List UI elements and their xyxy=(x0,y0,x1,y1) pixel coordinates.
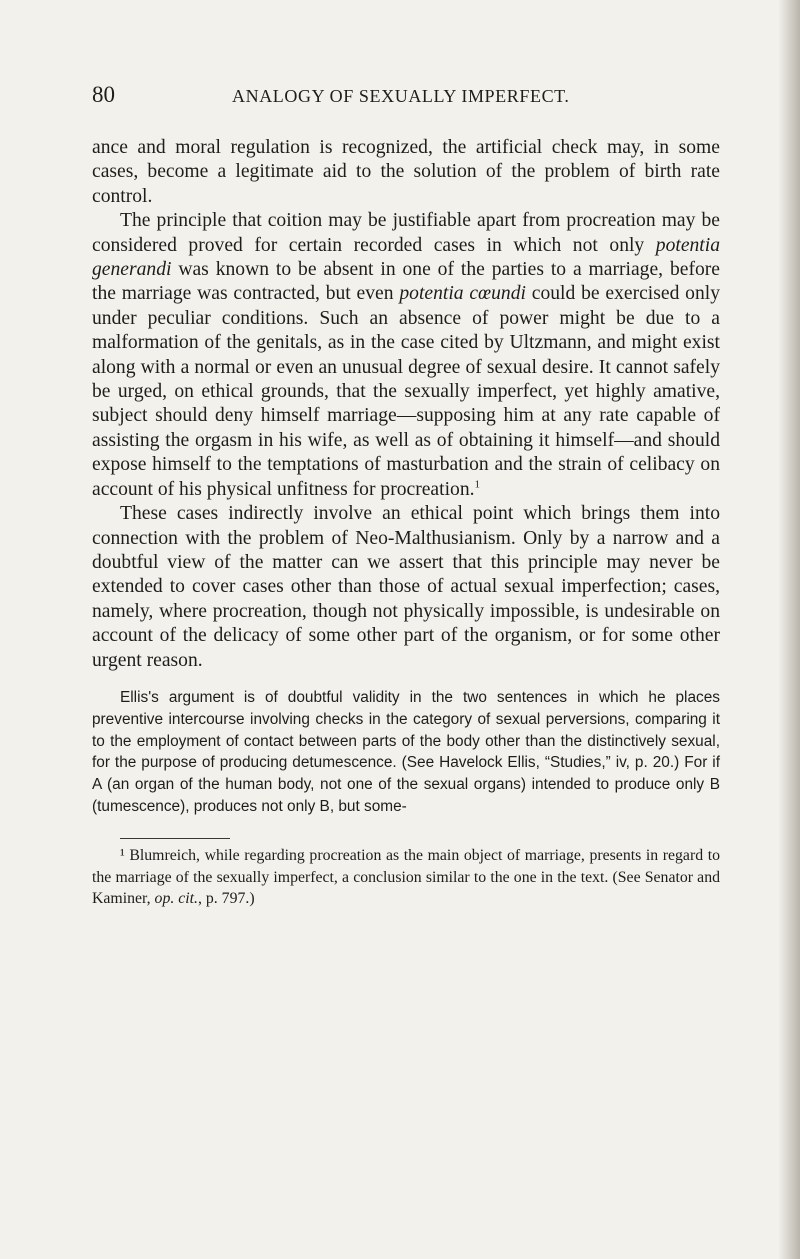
paragraph-text: could be exercised only under peculiar conditions. Such an absence of power might be due to a malformation of the genitals, as in the case cited by Ultzmann, and might exist along with a normal or even an unusual degree of sexual desire. It cannot safely be urged, on ethical grounds, that the sexually imperfect, yet highly amative, subject should deny himself marriage—supposing him at any rate capable of assisting the orgasm in his wife, as well as of obtaining it himself—and should expose himself to the temptations of masturbation and the strain of celibacy on account of his physical unfitness for procreation. xyxy=(92,283,720,500)
body-text xyxy=(92,136,720,673)
paragraph-text: The principle that coition may be justifiable apart from procreation may be considered proved for certain recorded cases in which not only xyxy=(92,210,720,256)
running-title: ANALOGY OF SEXUALLY IMPERFECT. xyxy=(232,86,570,106)
paragraph-text: These cases indirectly involve an ethical point which brings them into connection with the problem of Neo-Malthusianism. Only by a narrow and a doubtful view of the matter can we assert that this principle may never be extended to cover cases other than those of actual sexual imperfection; cases, namely, where procreation, though not physically impossible, is undesirable on account of the delicacy of some other part of the organism, or for some other urgent reason. xyxy=(92,503,720,671)
small-print-note: Ellis's argument is of doubtful validity in the two sentences in which he places preventive intercourse involving checks in the category of sexual perversions, comparing it to the employment of contact between parts of the body other than the distinctively sexual, for the purpose of producing detumescence. (See Havelock Ellis, “Studies,” iv, p. 20.) For if A (an organ of the human body, not one of the sexual organs) intended to produce only B (tumescence), produces not only B, but some- xyxy=(92,688,720,815)
page-number: 80 xyxy=(92,82,115,107)
footnote-text: , p. 797.) xyxy=(197,890,255,908)
footnote xyxy=(92,845,720,910)
paragraph-neo-malthusianism xyxy=(92,502,720,673)
paragraph-continued xyxy=(92,136,720,209)
paragraph-text: ance and moral regulation is recognized, the artificial check may, in some cases, become a legitimate aid to the solution of the problem of birth rate control. xyxy=(92,137,720,207)
latin-term: potentia generandi xyxy=(92,234,720,281)
running-head xyxy=(92,82,720,122)
book-page xyxy=(92,82,720,910)
latin-term: potentia cœundi xyxy=(399,283,526,305)
paragraph-text: was known to be absent in one of the parties to a marriage, before the marriage was contracted, but even xyxy=(92,259,720,305)
footnote-citation: op. cit. xyxy=(154,890,198,908)
footnote-marker: 1 xyxy=(474,478,481,491)
paragraph-principle xyxy=(92,209,720,502)
page-spine-shadow xyxy=(778,0,800,1259)
footnote-rule xyxy=(120,838,230,839)
footnote-text: ¹ Blumreich, while regarding procreation as the main object of marriage, presents in regard to the marriage of the sexually imperfect, a conclusion similar to the one in the text. (See Senator and Kaminer, xyxy=(92,846,720,908)
